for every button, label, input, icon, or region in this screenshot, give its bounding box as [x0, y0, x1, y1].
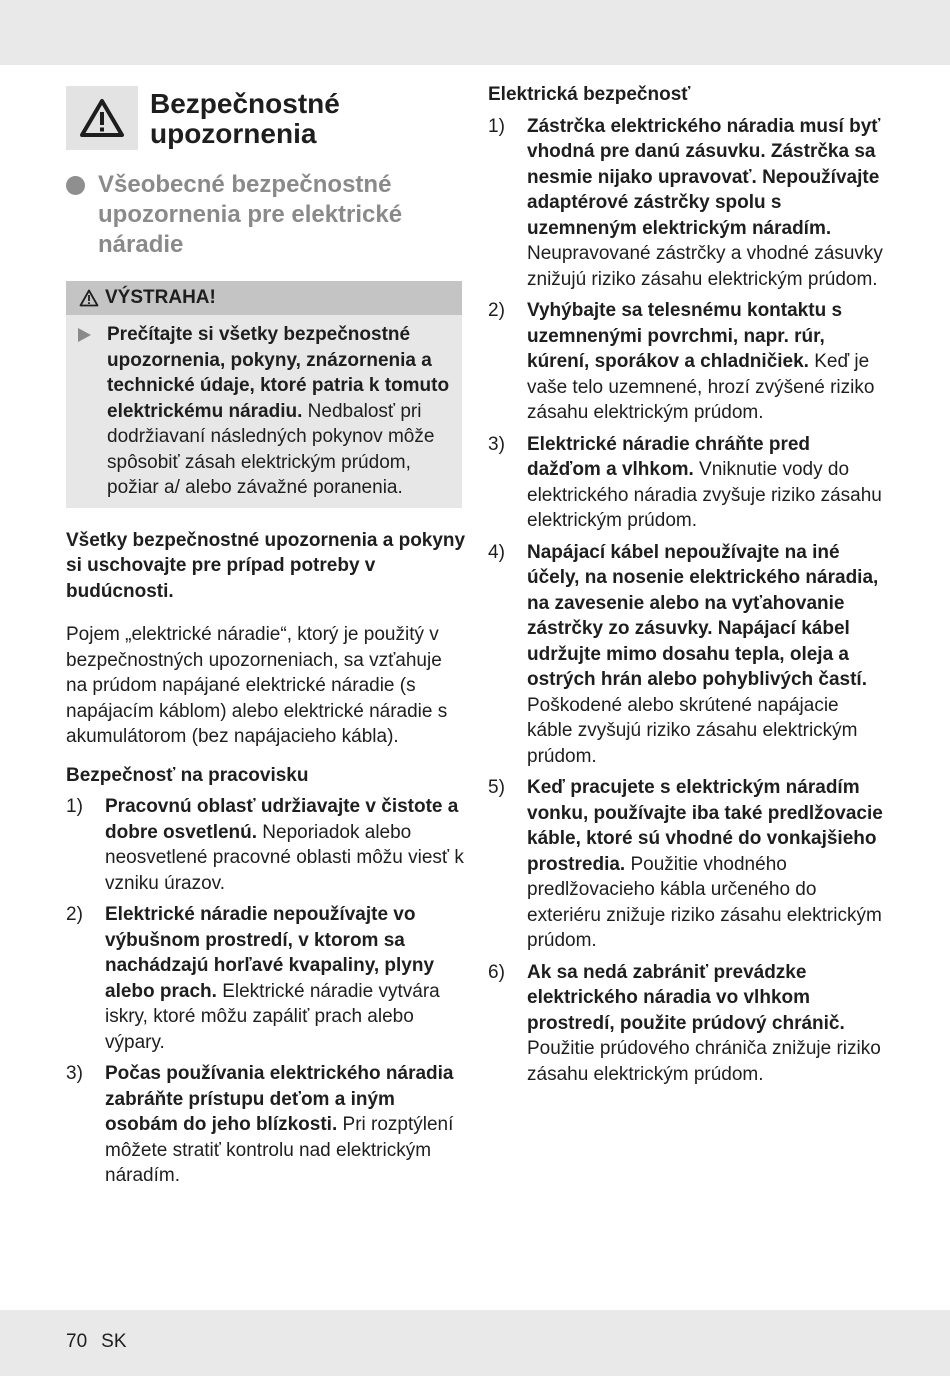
item-text — [105, 902, 466, 1055]
list-item — [488, 432, 888, 534]
warning-box — [66, 281, 462, 508]
item-normal: Neporiadok alebo neosvetlené pracovné oblasti môžu viesť k vzniku úrazov. — [105, 821, 464, 894]
left-column — [66, 86, 466, 1189]
item-text — [527, 114, 888, 293]
item-number: 5) — [488, 777, 505, 798]
footer-band — [0, 1310, 950, 1376]
list-item — [66, 794, 466, 896]
item-normal: Elektrické náradie vytvára iskry, ktoré môžu zapáliť prach alebo výpary. — [105, 980, 440, 1053]
warning-bold: Prečítajte si všetky bezpečnostné upozornenia, pokyny, znázornenia a technické údaje, ktoré patria k tomuto elektrickému náradiu. — [107, 324, 450, 422]
item-bold: Elektrické náradie chráňte pred dažďom a vlhkom. — [527, 433, 811, 480]
subheading — [66, 170, 466, 260]
item-text — [105, 794, 466, 896]
item-number: 4) — [488, 541, 505, 563]
item-normal: Použitie vhodného predlžovacieho kábla určeného do exteriéru znižuje riziko zásahu elektrickým prúdom. — [527, 853, 882, 951]
list-item — [488, 114, 888, 293]
item-number: 6) — [488, 961, 505, 983]
warning-header — [66, 281, 462, 315]
warning-body — [66, 315, 462, 508]
item-bold: Pracovnú oblasť udržiavajte v čistote a dobre osvetlenú. — [105, 796, 459, 843]
warning-text — [107, 322, 454, 501]
item-text — [527, 960, 888, 1088]
list-item — [488, 775, 888, 954]
language-code: SK — [101, 1331, 127, 1352]
right-column — [488, 82, 888, 1087]
item-bold: Zástrčka elektrického náradia musí byť vhodná pre danú zásuvku. Zástrčka sa nesmie nijako upravovať. Nepoužívajte adaptérové zástrčky spolu s uzemneným elektrickým náradím. — [527, 115, 881, 239]
page-footer — [66, 1331, 141, 1353]
warning-icon-box — [66, 86, 138, 150]
page-title: Bezpečnostné upozornenia — [150, 88, 340, 149]
item-bold: Vyhýbajte sa telesnému kontaktu s uzemnenými povrchmi, napr. rúr, kúrení, sporákov a chladničiek. — [527, 300, 843, 372]
item-bold: Ak sa nedá zabrániť prevádzke elektrického náradia vo vlhkom prostredí, použite prúdový chránič. — [527, 961, 845, 1034]
item-text — [527, 298, 888, 426]
electrical-list — [488, 114, 888, 1088]
item-normal: Keď je vaše telo uzemnené, hrozí zvýšené riziko zásahu elektrickým prúdom. — [527, 351, 875, 423]
subheading-text: Všeobecné bezpečnostné upozornenia pre elektrické náradie — [98, 171, 403, 258]
list-item — [66, 902, 466, 1055]
item-bold: Elektrické náradie nepoužívajte vo výbušnom prostredí, v ktorom sa nachádzajú horľavé kvapaliny, plyny alebo prach. — [105, 904, 435, 1002]
item-number: 1) — [488, 115, 505, 137]
keep-note: Všetky bezpečnostné upozornenia a pokyny si uschovajte pre prípad potreby v budúcnosti. — [66, 529, 466, 602]
item-text — [527, 432, 888, 534]
list-item — [66, 1061, 466, 1189]
item-normal: Použitie prúdového chrániča znižuje riziko zásahu elektrickým prúdom. — [527, 1038, 881, 1085]
workplace-list — [66, 794, 466, 1189]
warning-triangle-icon — [79, 98, 125, 138]
item-number: 2) — [66, 904, 83, 925]
item-bold: Napájací kábel nepoužívajte na iné účely, na nosenie elektrického náradia, na zavesenie alebo na vyťahovanie zástrčky zo zásuvky. Napájací kábel udržujte mimo dosahu tepla, oleja a ostrých hrán alebo pohyblivých častí. — [527, 541, 879, 690]
section-title — [66, 86, 466, 150]
item-normal: Vniknutie vody do elektrického náradia zvyšuje riziko zásahu elektrickým prúdom. — [527, 459, 882, 531]
item-normal: Pri rozptýlení môžete stratiť kontrolu nad elektrickým náradím. — [105, 1114, 454, 1186]
bullet-icon — [66, 176, 85, 195]
item-bold: Keď pracujete s elektrickým náradím vonku, používajte iba také predlžovacie káble, ktoré sú vhodné do vonkajšieho prostredia. — [527, 777, 883, 875]
header-band — [0, 0, 950, 65]
item-text — [527, 775, 888, 954]
item-text — [527, 540, 888, 770]
warning-label: VÝSTRAHA! — [105, 287, 216, 308]
item-bold: Počas používania elektrického náradia zabráňte prístupu deťom a iným osobám do jeho blízkosti. — [105, 1063, 454, 1135]
item-number: 1) — [66, 796, 83, 817]
list-item — [488, 298, 888, 426]
arrow-right-icon — [78, 328, 91, 342]
item-normal: Neupravované zástrčky a vhodné zásuvky znižujú riziko zásahu elektrickým prúdom. — [527, 243, 883, 290]
item-text — [105, 1061, 466, 1189]
workplace-heading: Bezpečnosť na pracovisku — [66, 764, 309, 786]
list-item — [488, 540, 888, 770]
definition-text: Pojem „elektrické náradie“, ktorý je použitý v bezpečnostných upozorneniach, sa vzťahuje na prúdom napájané elektrické náradie (s napájacím káblom) alebo elektrické náradie s akumulátorom (bez napájacieho kábla). — [66, 624, 448, 747]
item-number: 3) — [488, 433, 505, 455]
warning-normal: Nedbalosť pri dodržiavaní následných pokynov môže spôsobiť zásah elektrickým prúdom, požiar a/ alebo závažné poranenia. — [107, 400, 435, 498]
warning-small-icon — [79, 289, 99, 307]
item-number: 2) — [488, 300, 505, 321]
item-number: 3) — [66, 1063, 83, 1084]
item-normal: Poškodené alebo skrútené napájacie káble zvyšujú riziko zásahu elektrickým prúdom. — [527, 694, 858, 767]
electrical-heading: Elektrická bezpečnosť — [488, 84, 691, 105]
page-number: 70 — [66, 1331, 88, 1352]
list-item — [488, 960, 888, 1088]
